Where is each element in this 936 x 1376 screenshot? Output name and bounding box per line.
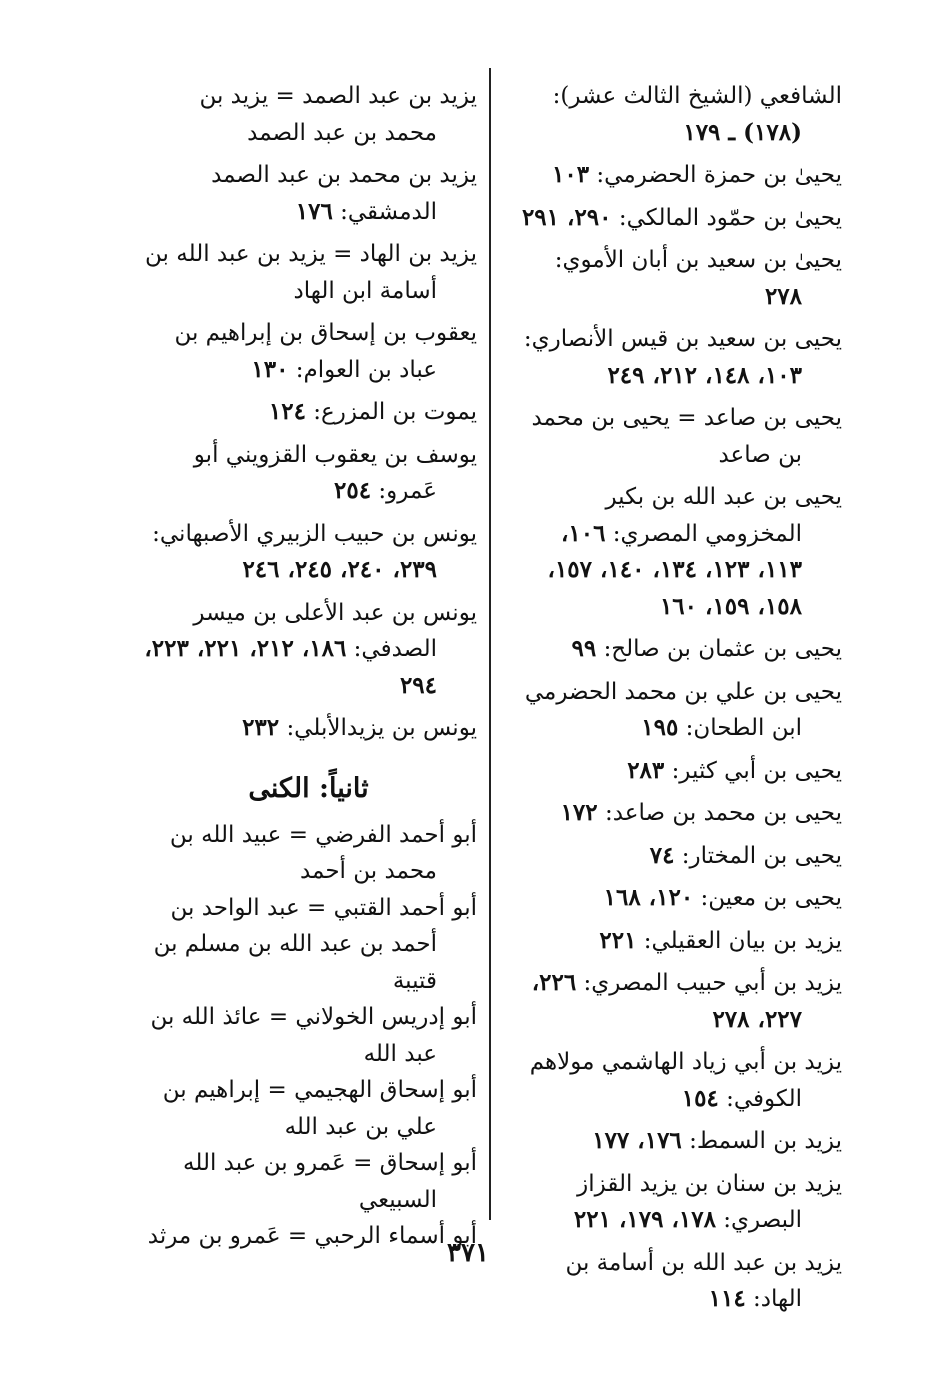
index-entry xyxy=(140,817,477,890)
entry-pages: ١٢٠، ١٦٨ xyxy=(603,884,694,911)
entry-name: يزيد بن بيان العقيلي: xyxy=(643,927,842,954)
index-entry xyxy=(512,479,842,625)
index-entry xyxy=(140,516,477,589)
entry-name: يحيىٰ بن سعيد بن أبان الأموي: xyxy=(554,247,842,273)
entry-pages: ١٧٦، ١٧٧ xyxy=(592,1127,682,1154)
index-entry xyxy=(512,674,842,747)
entry-name: يزيد بن الهاد = يزيد بن عبد الله بن أسامة ابن الهاد xyxy=(145,241,477,304)
entry-name: يحيى بن أبي كثير: xyxy=(671,757,842,784)
index-entry xyxy=(512,200,842,237)
entry-pages: ١٢٤ xyxy=(268,398,306,425)
index-entry xyxy=(512,795,842,832)
entry-name: يحيىٰ بن حمزة الحضرمي: xyxy=(596,162,842,188)
entry-name: يحيى بن محمد بن صاعد: xyxy=(604,800,842,826)
entry-pages: ٩٩ xyxy=(571,635,597,662)
entry-pages: ٢٣٩، ٢٤٠، ٢٤٥، ٢٤٦ xyxy=(242,556,437,583)
index-entry xyxy=(140,315,477,388)
entry-name: أبو أسماء الرحبي = عَمرو بن مرثد xyxy=(147,1223,477,1249)
entry-pages: ١٧٢ xyxy=(560,799,598,826)
entry-name: يزيد بن عبد الصمد = يزيد بن محمد بن عبد الصمد xyxy=(199,83,477,146)
index-entry xyxy=(140,394,477,431)
entry-pages: ١٠٦، ١١٣، ١٢٣، ١٣٤، ١٤٠، ١٥٧، ١٥٨، ١٥٩، ١٦٠ xyxy=(547,519,802,620)
entry-pages: ١٩٥ xyxy=(641,714,679,741)
entry-pages: ١٧٦ xyxy=(295,197,333,225)
index-entry xyxy=(512,923,842,960)
entry-name: أبو أحمد القتبي = عبد الواحد بن أحمد بن عبد الله بن مسلم بن قتيبة xyxy=(153,894,477,994)
entry-pages: (١٧٨) ـ ١٧٩ xyxy=(683,118,802,146)
index-entry xyxy=(512,157,842,194)
index-entry xyxy=(512,838,842,875)
index-entry xyxy=(512,631,842,668)
entry-name: يوسف بن يعقوب القزويني أبو عَمرو: xyxy=(193,441,477,504)
index-entry xyxy=(512,400,842,473)
entry-name: يحيى بن عثمان بن صالح: xyxy=(603,636,842,662)
section-heading: ثانياً: الكنى xyxy=(248,772,369,804)
entry-name: يعقوب بن إسحاق بن إبراهيم بن عباد بن العوام: xyxy=(174,320,477,383)
entry-pages: ١٣٠ xyxy=(251,355,289,383)
entry-name: يزيد بن محمد بن عبد الصمد الدمشقي: xyxy=(211,162,477,225)
entry-pages: ٢٥٤ xyxy=(334,477,372,504)
index-entry xyxy=(512,1044,842,1117)
right-column xyxy=(512,78,842,1318)
index-entry xyxy=(140,710,477,747)
entry-name: يحيى بن معين: xyxy=(700,885,842,911)
page-number: ٣٧١ xyxy=(447,1238,489,1268)
entry-pages: ٢٩٠، ٢٩١ xyxy=(521,203,612,231)
left-column xyxy=(140,78,477,1255)
entry-pages: ١٥٤ xyxy=(681,1084,719,1112)
entry-name: يزيد بن أبي حبيب المصري: xyxy=(583,970,842,996)
index-entry xyxy=(512,321,842,394)
index-entry xyxy=(512,1166,842,1239)
index-entry xyxy=(512,78,842,151)
entry-name: الشافعي (الشيخ الثالث عشر): xyxy=(552,83,842,109)
index-entry xyxy=(140,1145,477,1218)
entry-pages: ٢٨٣ xyxy=(627,756,665,784)
entry-name: أبو إسحاق الهجيمي = إبراهيم بن علي بن عبد الله xyxy=(162,1077,477,1140)
entry-name: يزيد بن السمط: xyxy=(689,1128,842,1154)
index-entry xyxy=(512,1123,842,1160)
entry-name: يحيى بن علي بن محمد الحضرمي ابن الطحان: xyxy=(524,678,842,741)
index-entry xyxy=(512,242,842,315)
index-entry xyxy=(140,157,477,230)
index-entry xyxy=(140,999,477,1072)
index-entry xyxy=(140,78,477,151)
left-name-list xyxy=(140,78,477,747)
entry-pages: ٢٧٨ xyxy=(764,282,802,310)
entry-pages: ١٠٣ xyxy=(552,161,590,188)
entry-pages: ١١٤ xyxy=(708,1285,746,1312)
index-entry xyxy=(512,880,842,917)
entry-pages: ٢٣٢ xyxy=(242,714,280,741)
index-entry xyxy=(140,236,477,309)
entry-name: يحيى بن المختار: xyxy=(681,842,842,869)
entry-pages: ١٠٣، ١٤٨، ٢١٢، ٢٤٩ xyxy=(607,361,802,389)
entry-pages: ٧٤ xyxy=(649,841,675,869)
index-entry xyxy=(512,753,842,790)
entry-name: أبو إدريس الخولاني = عائذ الله بن عبد الله xyxy=(150,1004,477,1067)
entry-name: يموت بن المزرع: xyxy=(313,399,477,425)
entry-name: يزيد بن سنان بن يزيد القزاز البصري: xyxy=(577,1170,842,1233)
entry-name: أبو إسحاق = عَمرو بن عبد الله السبيعي xyxy=(183,1150,477,1213)
index-entry xyxy=(140,437,477,510)
column-divider xyxy=(489,68,491,1220)
entry-name: يحيى بن عبد الله بن بكير المخزومي المصري: xyxy=(605,484,842,547)
entry-pages: ٢٢١ xyxy=(599,926,637,954)
entry-name: أبو أحمد الفرضي = عبيد الله بن محمد بن أحمد xyxy=(169,821,477,884)
index-entry xyxy=(512,965,842,1038)
entry-pages: ٢٢٦، ٢٢٧، ٢٧٨ xyxy=(531,969,802,1033)
index-entry xyxy=(140,890,477,1000)
entry-name: يزيد بن أبي زياد الهاشمي مولاهم الكوفي: xyxy=(529,1049,842,1112)
entry-name: يونس بن عبد الأعلى بن ميسر الصدفي: xyxy=(193,599,477,662)
kunya-list xyxy=(140,817,477,1255)
entry-name: يزيد بن عبد الله بن أسامة بن الهاد: xyxy=(565,1249,842,1312)
entry-name: يحيى بن صاعد = يحيى بن محمد بن صاعد xyxy=(531,405,842,468)
entry-name: يحيى بن سعيد بن قيس الأنصاري: xyxy=(523,326,842,352)
entry-pages: ١٧٨، ١٧٩، ٢٢١ xyxy=(573,1206,716,1233)
entry-name: يونس بن حبيب الزبيري الأصبهاني: xyxy=(152,520,477,547)
entry-pages: ١٨٦، ٢١٢، ٢٢١، ٢٢٣، ٢٩٤ xyxy=(144,635,437,699)
index-entry xyxy=(140,1072,477,1145)
entry-name: يحيىٰ بن حمّود المالكي: xyxy=(618,204,842,231)
entry-name: يونس بن يزيدالأبلي: xyxy=(286,715,477,741)
index-entry xyxy=(140,595,477,705)
